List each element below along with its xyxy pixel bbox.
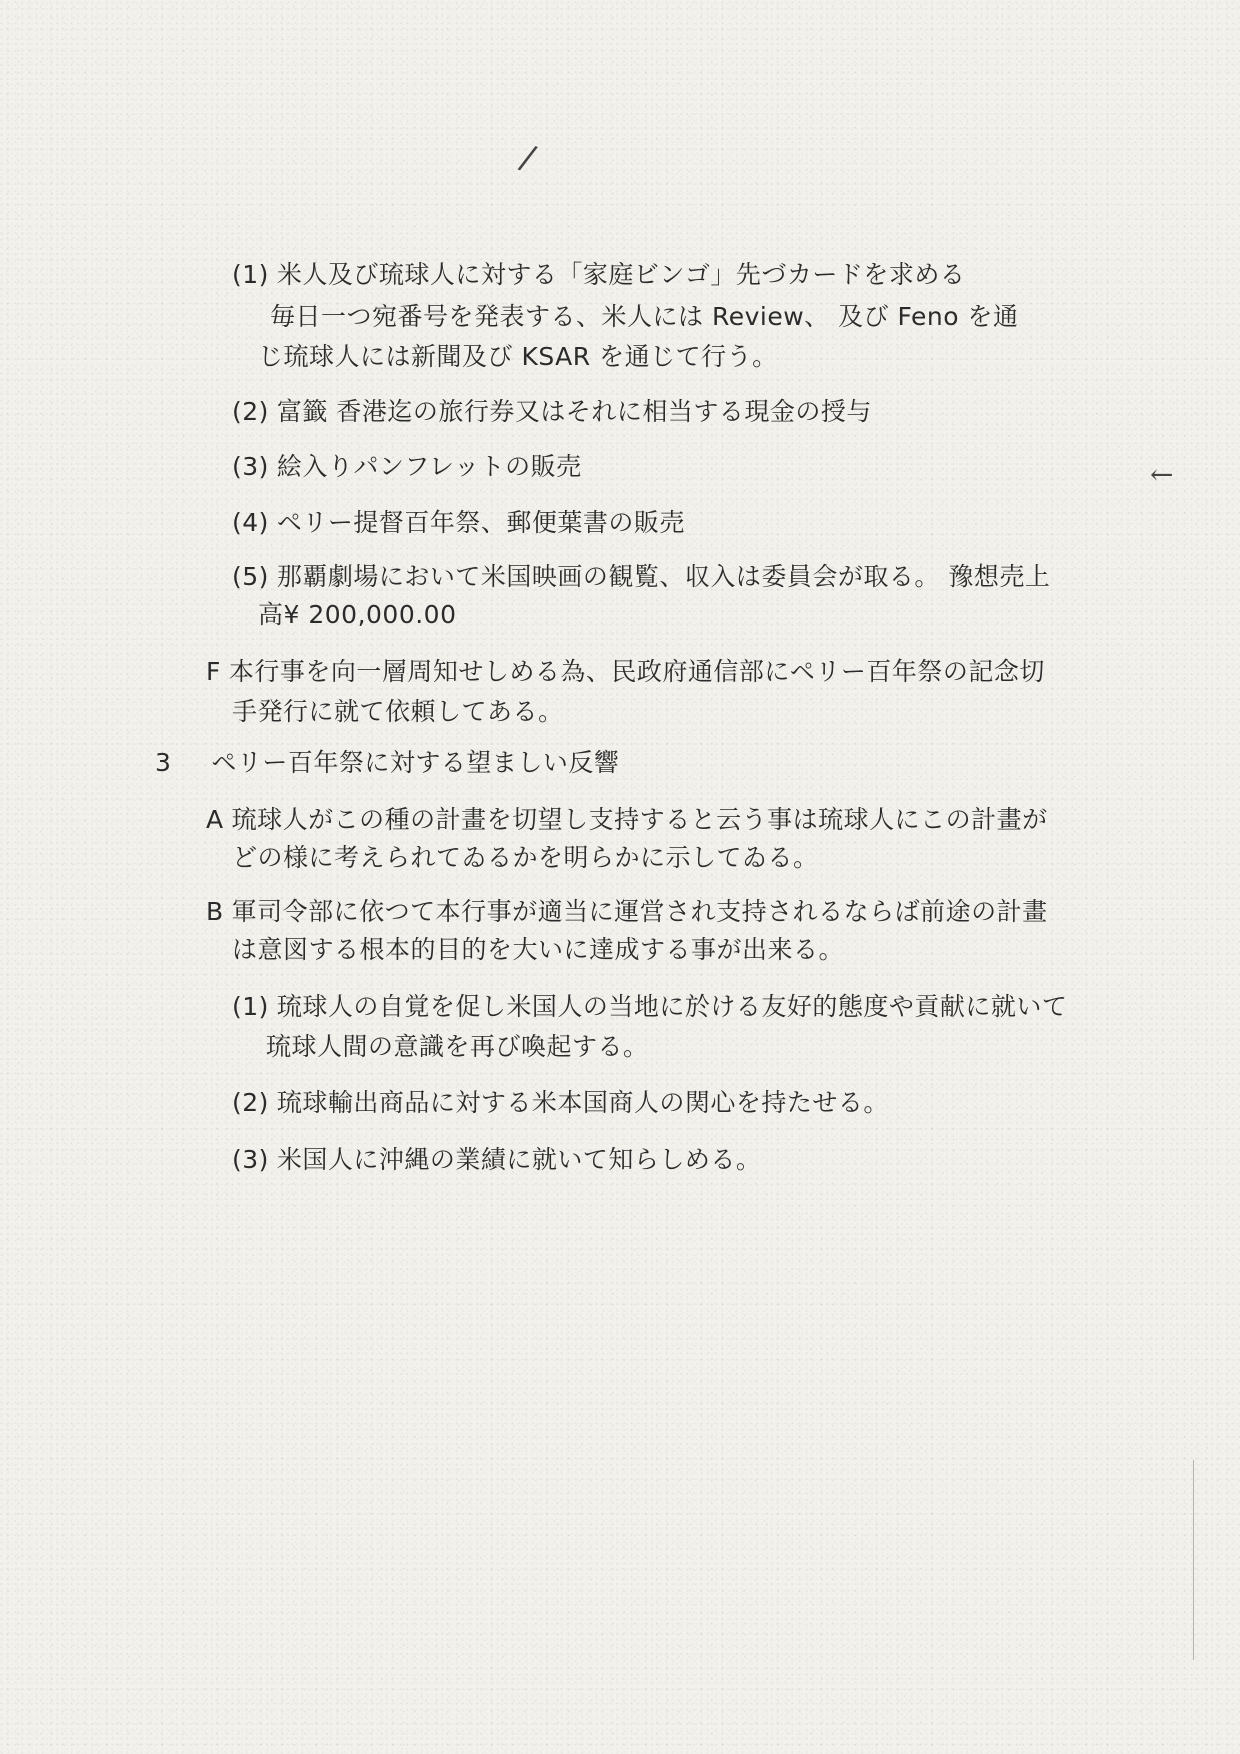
item-1-line-1 xyxy=(232,258,965,292)
section-a-line-1 xyxy=(206,803,1048,837)
section-a-label: A xyxy=(206,805,224,834)
item-2-label: (2) xyxy=(232,397,269,426)
item-3-line xyxy=(232,450,582,484)
sub-item-2-line xyxy=(232,1086,889,1120)
section-b-text-2: は意図する根本的目的を大いに達成する事が出来る。 xyxy=(232,935,845,964)
item-2-text: 富籤 香港迄の旅行券又はそれに相当する現金の授与 xyxy=(276,397,872,426)
item-4-label: (4) xyxy=(232,508,269,537)
item-2-line xyxy=(232,395,872,429)
section-b-line-1 xyxy=(206,895,1048,929)
section-a-text-1: 琉球人がこの種の計畫を切望し支持すると云う事は琉球人にこの計畫が xyxy=(231,805,1048,834)
section-f-line-2 xyxy=(232,695,564,729)
item-3-text: 絵入りパンフレットの販売 xyxy=(276,452,582,481)
scan-edge-line xyxy=(1193,1460,1194,1660)
sub-item-3-label: (3) xyxy=(232,1145,269,1174)
item-4-line xyxy=(232,506,685,540)
item-1-text-2: 毎日一つ宛番号を発表する、米人には Review、 及び Feno を通 xyxy=(270,302,1019,331)
sub-item-1-line-2 xyxy=(266,1030,649,1064)
right-tick-mark: ← xyxy=(1150,458,1174,491)
section-f-line-1 xyxy=(206,655,1045,689)
section-f-label: F xyxy=(206,657,221,686)
item-1-line-3 xyxy=(258,340,778,374)
section-3-title: ペリー百年祭に対する望ましい反響 xyxy=(211,748,620,777)
item-1-text-3: じ琉球人には新聞及び KSAR を通じて行う。 xyxy=(258,342,778,371)
item-5-text-2: 高¥ 200,000.00 xyxy=(258,600,457,629)
item-3-label: (3) xyxy=(232,452,269,481)
section-b-text-1: 軍司令部に依つて本行事が適当に運営され支持されるならば前途の計畫 xyxy=(231,897,1048,926)
item-5-text-1: 那覇劇場において米国映画の観覧、収入は委員会が取る。 豫想売上 xyxy=(276,562,1051,591)
section-b-line-2 xyxy=(232,933,844,967)
section-a-line-2 xyxy=(232,841,819,875)
section-f-text-2: 手発行に就て依頼してある。 xyxy=(232,697,564,726)
top-tick-mark: / xyxy=(515,137,540,179)
sub-item-2-text: 琉球輸出商品に対する米本国商人の関心を持たせる。 xyxy=(276,1088,889,1117)
item-5-line-1 xyxy=(232,560,1050,594)
sub-item-1-text-2: 琉球人間の意識を再び喚起する。 xyxy=(266,1032,649,1061)
section-3-line xyxy=(155,746,619,780)
sub-item-1-label: (1) xyxy=(232,992,269,1021)
section-a-text-2: どの様に考えられてゐるかを明らかに示してゐる。 xyxy=(232,843,819,872)
item-1-line-2 xyxy=(270,300,1019,334)
section-f-text-1: 本行事を向一層周知せしめる為、民政府通信部にペリー百年祭の記念切 xyxy=(228,657,1045,686)
sub-item-3-line xyxy=(232,1143,761,1177)
item-4-text: ペリー提督百年祭、郵便葉書の販売 xyxy=(276,508,685,537)
item-1-text-1: 米人及び琉球人に対する「家庭ビンゴ」先づカードを求める xyxy=(276,260,966,289)
sub-item-1-text-1: 琉球人の自覚を促し米国人の当地に於ける友好的態度や貢献に就いて xyxy=(276,992,1068,1021)
item-5-label: (5) xyxy=(232,562,269,591)
sub-item-3-text: 米国人に沖縄の業績に就いて知らしめる。 xyxy=(276,1145,762,1174)
item-5-line-2 xyxy=(258,598,457,632)
sub-item-1-line-1 xyxy=(232,990,1067,1024)
section-3-label: 3 xyxy=(155,748,172,777)
sub-item-2-label: (2) xyxy=(232,1088,269,1117)
section-b-label: B xyxy=(206,897,224,926)
item-1-label: (1) xyxy=(232,260,269,289)
